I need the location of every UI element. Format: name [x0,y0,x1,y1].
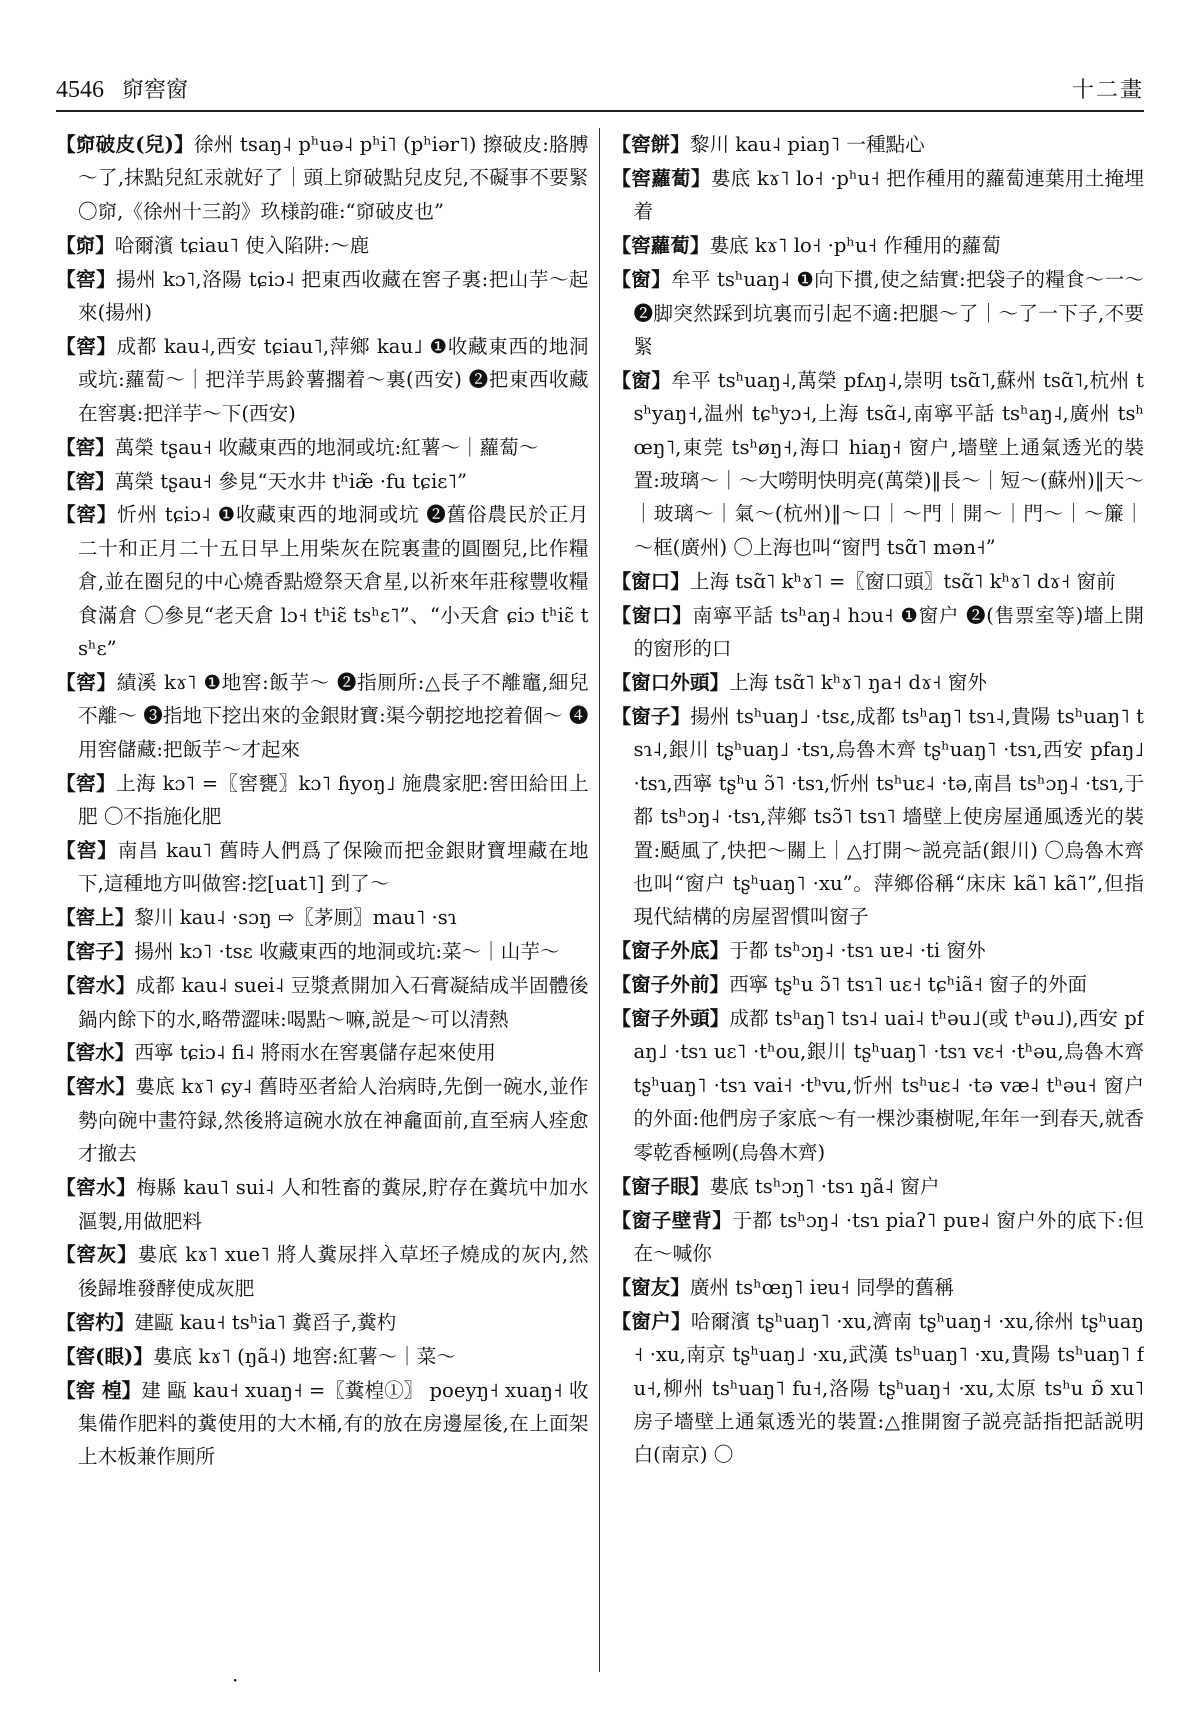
entry-definition: 上海 tsɑ̃˥ kʰɤ˥ ŋa˧ dɤ˧ 窗外 [729,671,987,694]
entry-headword: 【窗户】 [611,1309,691,1333]
dictionary-entry [612,1170,1145,1203]
dictionary-entry [56,128,589,228]
dictionary-entry [612,1002,1145,1169]
entry-definition: 哈爾濱 tɕiau˥ 使入陷阱:～鹿 [114,233,370,257]
entry-definition: 黎川 kau˨ piaŋ˥ 一種點心 [689,133,925,156]
entry-definition: 南昌 kau˥ 舊時人們爲了保險而把金銀財寶埋藏在地下,這種地方叫做窖:挖[uat˥] 到了～ [78,839,589,896]
dictionary-entry [56,901,589,934]
entry-definition: 成都 kau˨ suei˨ 豆漿煮開加入石膏凝結成半固體後鍋内餘下的水,略帶澀味:喝點～嘛,説是～可以清熱 [78,974,589,1031]
dictionary-entry [612,162,1145,229]
dictionary-entry [612,934,1145,967]
dictionary-entry [612,1271,1145,1304]
entry-definition: 婁底 kɤ˥ (ŋã˨) 地窖:紅薯～｜菜～ [152,1344,456,1368]
dictionary-entry [56,263,589,330]
entry-definition: 成都 kau˨,西安 tɕiau˥,萍鄉 kau˩ ❶收藏東西的地洞或坑:蘿蔔～｜把洋芋馬鈴薯擱着～裏(西安) ❷把東西收藏在窖裏:把洋芋～下(西安) [78,334,589,425]
entry-definition: 建甌 kau˧ tsʰia˥ 糞舀子,糞杓 [134,1310,397,1334]
entry-definition: 上海 kɔ˥ =〖窖甕〗kɔ˥ ɦyoŋ˩ 施農家肥:窖田給田上肥 〇不指施化肥 [78,771,589,829]
entry-headword: 【窖餅】 [611,133,690,156]
entry-definition: 揚州 tsʰuaŋ˩ ·tsɛ,成都 tsʰaŋ˥ tsɿ˨,貴陽 tsʰuaŋ˥ tsɿ˨,銀川 tʂʰuaŋ˩ ·tsɿ,烏魯木齊 tʂʰuaŋ˥ ·tsɿ,西安 pfaŋ˩ ·tsɿ,西寧 tʂʰu ɔ̃˥ ·tsɿ,忻州 tsʰuɛ˨ ·tə,南昌 tsʰɔŋ˨ ·tsɿ,于都 tsʰɔŋ˨ ·tsɿ,萍鄉 tsɔ̃˥ tsɿ˥ 墻壁上使房屋通風透光的裝置:颳風了,快把～關上｜△打開～説亮話(銀川) 〇烏魯木齊也叫“窗户 tʂʰuaŋ˥ ·xu”。萍鄉俗稱“床床 kã˥ kã˥”,但指現代結構的房屋習慣叫窗子 [633,704,1144,929]
dictionary-entry [612,1305,1145,1472]
entry-headword: 【窗友】 [611,1275,690,1299]
entry-definition: 萬榮 tʂau˧ 參見“天水井 tʰiæ̃ ·fu tɕiɛ˥” [114,469,468,493]
entry-headword: 【窖 楻】 [56,1378,142,1402]
entry-headword: 【窖(眼)】 [56,1344,153,1368]
entry-headword: 【窌】 [56,233,115,257]
entry-headword: 【窗口】 [611,569,690,593]
entry-headword: 【窗口】 [611,603,693,627]
dictionary-entry [56,1340,589,1373]
entry-definition: 揚州 kɔ˥ ·tsɛ 收藏東西的地洞或坑:菜～｜山芋～ [134,940,560,964]
dictionary-entry [612,666,1145,699]
entry-definition: 萬榮 tʂau˧ 收藏東西的地洞或坑:紅薯～｜蘿蔔～ [114,435,539,459]
entry-definition: 忻州 tɕiɔ˨ ❶收藏東西的地洞或坑 ❷舊俗農民於正月二十和正月二十五日早上用柴灰在院裏畫的圓圈兒,比作糧倉,並在圈兒的中心燒香點燈祭天倉星,以祈來年莊稼豐收糧食滿倉 〇參見“老天倉 lɔ˧ tʰiɛ̃ tsʰɛ˥”、“小天倉 ɕiɔ tʰiɛ̃ tsʰɛ” [78,503,589,661]
dictionary-entry [56,431,589,464]
entry-headword: 【窖上】 [56,906,135,930]
entry-definition: 上海 tsɑ̃˥ kʰɤ˥ =〖窗口頭〗tsɑ̃˥ kʰɤ˥ dɤ˧ 窗前 [689,569,1116,593]
entry-definition: 南寧平話 tsʰaŋ˨ hɔu˧ ❶窗户 ❷(售票室等)墻上開的窗形的口 [633,603,1144,661]
entry-headword: 【窖】 [56,671,117,694]
entry-headword: 【窗子眼】 [611,1174,710,1198]
entry-definition: 績溪 kɤ˥ ❶地窖:飯芋～ ❷指厠所:△長子不離竈,細兒不離～ ❸指地下挖出來的金銀財寶:渠今朝挖地挖着個～ ❹用窖儲藏:把飯芋～才起來 [78,671,589,761]
entry-definition: 婁底 tsʰɔŋ˥ ·tsɿ ŋã˨ 窗户 [709,1174,940,1198]
dictionary-entry [56,969,589,1036]
entry-definition: 梅縣 kau˥ sui˨ 人和牲畜的糞尿,貯存在糞坑中加水漚製,用做肥料 [78,1176,589,1233]
entry-definition: 婁底 kɤ˥ lo˧ ·pʰu˧ 把作種用的蘿蔔連葉用土掩埋着 [633,166,1144,224]
entry-definition: 婁底 kɤ˥ ɕy˨ 舊時巫者給人治病時,先倒一碗水,並作勢向碗中畫符録,然後將這碗水放在神龕面前,直至病人痊愈才撤去 [78,1075,589,1166]
dictionary-entry [56,1238,589,1305]
footer-mark: · [232,1668,239,1692]
entry-definition: 婁底 kɤ˥ xue˥ 將人糞尿拌入草坯子燒成的灰内,然後歸堆發酵使成灰肥 [78,1243,589,1300]
entry-headword: 【窖水】 [56,1075,136,1099]
dictionary-entry [612,599,1145,666]
entry-headword: 【窖】 [56,771,116,795]
dictionary-entry [612,229,1145,262]
dictionary-entry [56,935,589,968]
dictionary-columns [56,128,1144,1672]
entry-headword: 【窖蘿蔔】 [611,234,710,258]
entry-headword: 【窖】 [56,267,117,291]
dictionary-entry [56,666,589,766]
header-left [56,73,188,104]
entry-headword: 【窖子】 [56,940,135,964]
entry-headword: 【窖杓】 [56,1310,135,1334]
entry-headword: 【窖】 [56,839,118,863]
entry-definition: 婁底 kɤ˥ lo˧ ·pʰu˧ 作種用的蘿蔔 [709,234,1001,258]
entry-headword: 【窗】 [611,268,671,292]
entry-headword: 【窗子外底】 [611,939,730,963]
dictionary-entry [56,330,589,430]
dictionary-entry [612,1204,1145,1271]
entry-definition: 黎川 kau˨ ·sɔŋ ⇨〖茅厠〗mau˥ ·sɿ [134,906,457,930]
page-header [56,64,1144,112]
entry-headword: 【窗子壁背】 [611,1208,733,1232]
entry-headword: 【窖蘿蔔】 [611,166,711,190]
entry-definition: 西寧 tɕiɔ˨ fi˨ 將雨水在窖裏儲存起來使用 [134,1041,496,1065]
dictionary-entry [612,128,1145,161]
entry-headword: 【窖】 [56,503,118,527]
entry-headword: 【窗】 [611,368,672,392]
entry-headword: 【窗子】 [611,704,691,728]
entry-headword: 【窗子外前】 [611,973,730,997]
entry-definition: 成都 tsʰaŋ˥ tsɿ˨ uai˨ tʰəu˩(或 tʰəu˩),西安 pfaŋ˩ ·tsɿ uɛ˥ ·tʰou,銀川 tʂʰuaŋ˥ ·tsɿ vɛ˧ ·tʰəu,烏魯木齊 tʂʰuaŋ˥ ·tsɿ vai˧ ·tʰvu,忻州 tsʰuɛ˨ ·tə væ˨ tʰəu˧ 窗户的外面:他們房子家底～有一棵沙棗樹呢,年年一到春天,就香零乾香極咧(烏魯木齊) [633,1007,1144,1164]
page-number: 4546 [56,77,104,103]
entry-headword: 【窖】 [56,334,117,358]
dictionary-entry [612,968,1145,1001]
entry-headword: 【窖水】 [56,1176,137,1200]
entry-headword: 【窌破皮(兒)】 [56,133,194,156]
entry-definition: 揚州 kɔ˥,洛陽 tɕiɔ˨ 把東西收藏在窖子裏:把山芋～起來(揚州) [78,267,589,325]
entry-headword: 【窖水】 [56,974,136,998]
dictionary-entry [56,1171,589,1238]
entry-headword: 【窗子外頭】 [611,1007,730,1031]
dictionary-entry [56,465,589,498]
entry-definition: 建 甌 kau˧ xuaŋ˧ =〖糞楻①〗 poeyŋ˧ xuaŋ˧ 收集備作肥料的糞使用的大木桶,有的放在房邊屋後,在上面架上木板兼作厠所 [78,1378,589,1469]
entry-headword: 【窖】 [56,469,115,493]
entry-headword: 【窖灰】 [56,1243,138,1267]
right-column [600,128,1145,1672]
dictionary-entry [56,767,589,834]
dictionary-entry [56,1036,589,1069]
dictionary-entry [56,1306,589,1339]
dictionary-entry [612,263,1145,363]
dictionary-entry [56,1374,589,1474]
entry-definition: 牟平 tsʰuaŋ˨,萬榮 pfʌŋ˨,崇明 tsɑ̃˥,蘇州 tsɑ̃˥,杭州 tsʰyaŋ˧,温州 tɕʰyɔ˧,上海 tsɑ̃˨,南寧平話 tsʰaŋ˨,廣州 tsʰœŋ˥,東莞 tsʰøŋ˧,海口 hiaŋ˧ 窗户,墻壁上通氣透光的裝置:玻璃～｜～大嘮明快明亮(萬榮)‖長～｜短～(蘇州)‖天～｜玻璃～｜氣～(杭州)‖～口｜～門｜開～｜門～｜～簾｜～框(廣州) 〇上海也叫“窗門 tsɑ̃˥ mən˧” [633,368,1144,559]
entry-headword: 【窖】 [56,435,115,459]
dictionary-entry [612,364,1145,564]
header-characters: 窌窖窗 [122,78,189,103]
entry-headword: 【窗口外頭】 [611,671,730,694]
dictionary-entry [612,700,1145,934]
entry-definition: 徐州 tsaŋ˨ pʰuə˨ pʰi˥ (pʰiər˥) 擦破皮:胳膊～了,抹點兒紅汞就好了｜頭上窌破點兒皮兒,不礙事不要緊 〇窌,《徐州十三韵》玖様韵碓:“窌破皮也” [78,133,589,223]
entry-definition: 西寧 tʂʰu ɔ̃˥ tsɿ˥ uɛ˧ tɕʰiã˧ 窗子的外面 [729,973,1088,997]
left-column [56,128,599,1672]
dictionary-entry [612,565,1145,598]
entry-definition: 牟平 tsʰuaŋ˨ ❶向下摜,使之結實:把袋子的糧食～一～ ❷脚突然踩到坑裏而引起不適:把腿～了｜～了一下子,不要緊 [633,268,1144,358]
entry-definition: 哈爾濱 tʂʰuaŋ˥ ·xu,濟南 tʂʰuaŋ˧ ·xu,徐州 tʂʰuaŋ˧ ·xu,南京 tʂʰuaŋ˩ ·xu,武漢 tsʰuaŋ˥ ·xu,貴陽 tsʰuaŋ˥ fu˧,柳州 tsʰuaŋ˥ fu˧,洛陽 tʂʰuaŋ˧ ·xu,太原 tsʰu ɒ̃ xu˥ 房子墻壁上通氣透光的裝置:△推開窗子説亮話指把話説明白(南京) 〇 [633,1309,1144,1467]
dictionary-entry [56,229,589,262]
dictionary-entry [56,1070,589,1170]
dictionary-entry [56,498,589,665]
entry-headword: 【窖水】 [56,1041,135,1065]
entry-definition: 于都 tsʰɔŋ˨ ·tsɿ piaʔ˥ puɐ˨ 窗户外的底下:但在～喊你 [633,1208,1144,1265]
dictionary-entry [56,834,589,901]
entry-definition: 廣州 tsʰœŋ˥ iɐu˧ 同學的舊稱 [689,1275,955,1299]
entry-definition: 于都 tsʰɔŋ˨ ·tsɿ uɐ˨ ·ti 窗外 [729,939,986,963]
radical-section: 十二畫 [1071,78,1144,103]
